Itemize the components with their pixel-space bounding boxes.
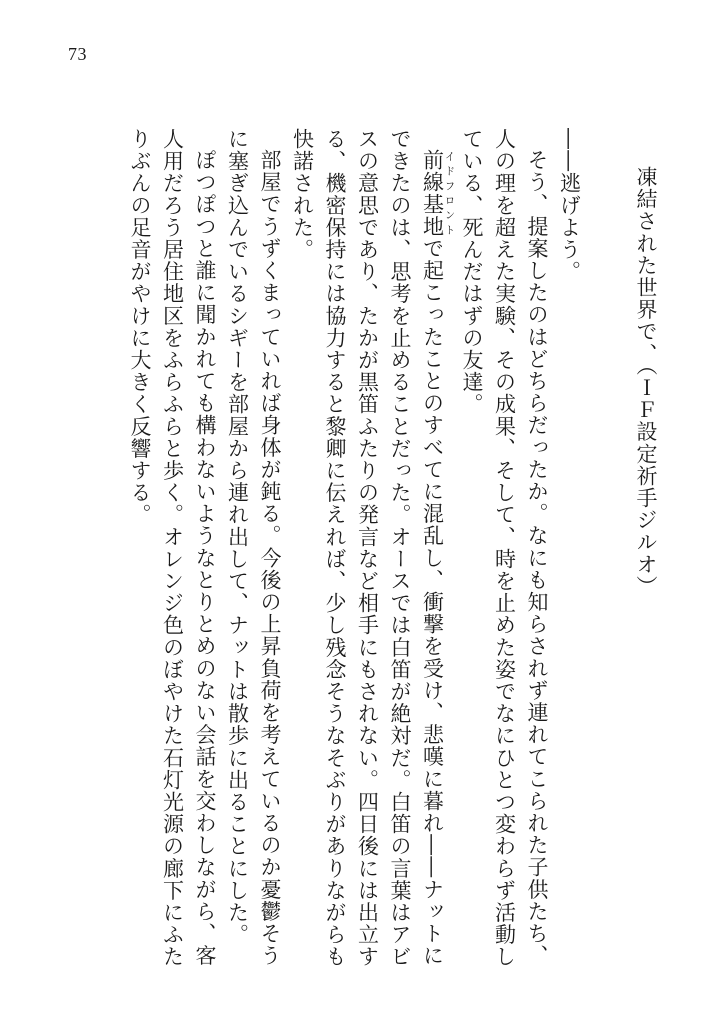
paragraph-5: ぽつぽつと誰に聞かれても構わないようなとりとめのない会話を交わしながら、客人用だろう居住地区をふらふらと歩く。オレンジ色のぼやけた石灯光源の廊下にふたりぶんの足音がやけに大きく反響する。	[128, 128, 217, 968]
ruby-front-base	[420, 149, 456, 238]
paragraph-4: 部屋でうずくまっていれば身体が鈍る。今後の上昇負荷を考えているのか憂鬱そうに塞ぎ込んでいるシギーを部屋から連れ出して、ナットは散歩に出ることにした。	[225, 128, 282, 967]
chapter-title: 凍結された世界で、（ＩＦ設定祈手ジルオ）	[634, 166, 658, 598]
page-number: 73	[68, 44, 87, 64]
ruby-annotation: イドフロント	[443, 149, 456, 238]
paragraph-3	[286, 128, 456, 968]
paragraph-1: ――逃げよう。	[557, 128, 582, 283]
paragraph-3-text: で起こったことのすべてに混乱し、衝撃を受け、悲嘆に暮れ――ナットにできたのは、思考を止めることだった。オースでは白笛が絶対だ。白笛の言葉はアビスの意思であり、たかが黒笛ふたりの発言など相手にもされない。四日後には出立する、機密保持には協力すると黎卿に伝えれば、少し残念そうなそぶりがありながらも快諾された。	[290, 128, 445, 968]
paragraph-2: そう、提案したのはどちらだったか。なにも知らされず連れてこられた子供たち、人の理を超えた実験、その成果、そして、時を止めた姿でなにひとつ変わらず活動している、死んだはずの友達。	[460, 128, 549, 968]
ruby-base-text: 前線基地	[420, 149, 445, 238]
page-body	[70, 128, 662, 968]
